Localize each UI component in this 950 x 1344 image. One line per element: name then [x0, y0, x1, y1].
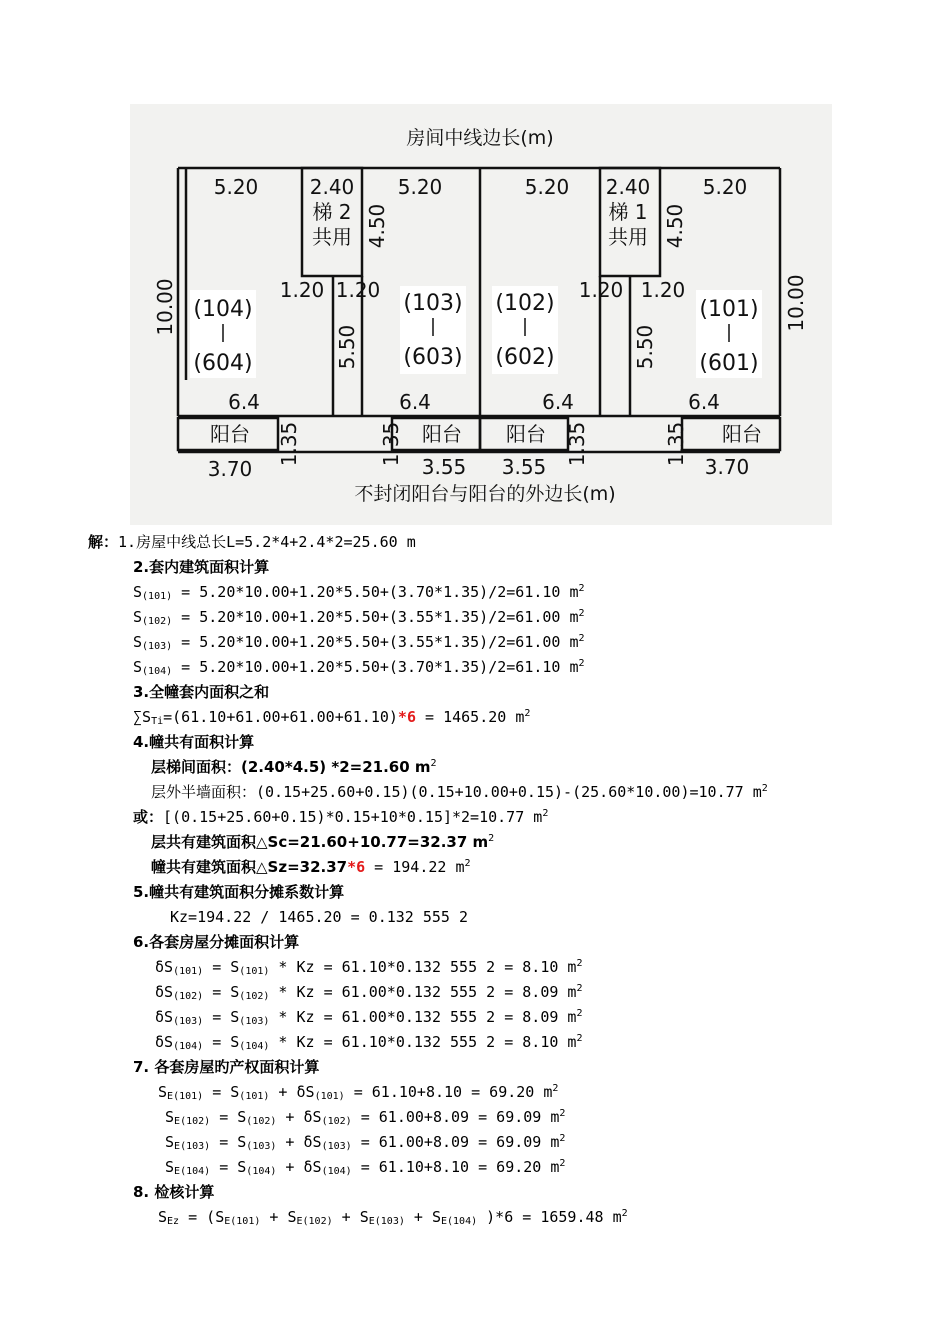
figure-title: 房间中线边长(m): [406, 127, 554, 149]
s4-floor-shared: 层共有建筑面积△Sc=21.60+10.77=32.37 $m^2$: [151, 833, 495, 851]
bottom-width-4: 6.4: [688, 390, 720, 414]
s7-row-104: $S_{E(104)} = S_{(104)} + \delta S_{(104)} = 61.10+8.10 = 69.20$ $m^2$: [165, 1158, 566, 1177]
floor-plan-figure: [130, 104, 832, 525]
s4-wall-area: 层外半墙面积：(0.15+25.60+0.15)(0.15+10.00+0.15)-(25.60*10.00)=10.77 $m^2$: [151, 783, 768, 801]
top-width-4: 5.20: [524, 175, 570, 199]
stair-2-use: 共用: [312, 225, 352, 249]
room-602-label: (602): [495, 345, 555, 370]
s4-stair-area: 层梯间面积：(2.40*4.5) *2=21.60 $m^2$: [151, 758, 437, 776]
step-width-1: 1.20: [279, 278, 325, 302]
room-104-label: (104): [193, 297, 253, 322]
balcony-depth-2: 1.35: [379, 421, 403, 467]
step-depth-1: 5.50: [335, 324, 359, 370]
top-width-2: 2.40: [309, 175, 355, 199]
balcony-label-2: 阳台: [422, 422, 462, 446]
room-103-label: (103): [403, 291, 463, 316]
s4-building-shared: 幢共有建筑面积△Sz=32.37*6 = 194.22 $m^2$: [151, 858, 471, 876]
step-7-title: 7. 各套房屋旳产权面积计算: [133, 1058, 320, 1076]
stair-2-depth: 4.50: [365, 203, 389, 249]
step-5-title: 5.幢共有建筑面积分摊系数计算: [133, 883, 345, 901]
s4-alternative: 或：[(0.15+25.60+0.15)*0.15+10*0.15]*2=10.77 $m^2$: [133, 808, 549, 826]
s7-row-103: $S_{E(103)} = S_{(103)} + \delta S_{(103)} = 61.00+8.09 = 69.09$ $m^2$: [165, 1133, 566, 1152]
step-4-title: 4.幢共有面积计算: [133, 733, 255, 751]
solution-step-1: 解：1.房屋中线总长L=5.2*4+2.4*2=25.60 m: [88, 533, 416, 551]
s6-row-103: $\delta S_{(103)} = S_{(103)} * Kz = 61.00*0.132$ 555 2 = 8.09 $m^2$: [155, 1008, 583, 1027]
bottom-width-3: 6.4: [542, 390, 574, 414]
room-603-label: (603): [403, 345, 463, 370]
s3-sum: $\sum S_{Ti}=(61.10+61.00+61.00+61.10)*6 = 1465.20$ $m^2$: [133, 708, 531, 727]
step-depth-2: 5.50: [633, 324, 657, 370]
s2-row-103: $S_{(103)} = 5.20*10.00+1.20*5.50+(3.55*1.35)/2=61.00$ $m^2$: [133, 633, 585, 652]
room-601-label: (601): [699, 351, 759, 376]
s5-coefficient: Kz=194.22 / 1465.20 = 0.132 555 2: [170, 908, 469, 926]
step-2-title: 2.套内建筑面积计算: [133, 558, 270, 576]
balcony-width-3: 3.55: [501, 455, 547, 479]
s2-row-104: $S_{(104)} = 5.20*10.00+1.20*5.50+(3.70*1.35)/2=61.10$ $m^2$: [133, 658, 585, 677]
step-6-title: 6.各套房屋分摊面积计算: [133, 933, 300, 951]
balcony-label-4: 阳台: [722, 422, 762, 446]
stair-1-depth: 4.50: [663, 203, 687, 249]
step-width-3: 1.20: [578, 278, 624, 302]
step-3-title: 3.全幢套内面积之和: [133, 683, 270, 701]
top-width-1: 5.20: [213, 175, 259, 199]
stair-1-name: 梯 1: [608, 200, 648, 224]
balcony-depth-3: 1.35: [565, 421, 589, 467]
s4-multiplier: *6: [347, 858, 366, 876]
s6-row-104: $\delta S_{(104)} = S_{(104)} * Kz = 61.10*0.132$ 555 2 = 8.10 $m^2$: [155, 1033, 583, 1052]
balcony-depth-1: 1.35: [277, 421, 301, 467]
top-width-3: 5.20: [397, 175, 443, 199]
bottom-width-2: 6.4: [399, 390, 431, 414]
s8-check: $S_{Ez} = (S_{E(101)} + S_{E(102)} + S_{E(103)} + S_{E(104)}$ )*6 = 1659.48 $m^2$: [158, 1208, 628, 1227]
s2-row-101: $S_{(101)} = 5.20*10.00+1.20*5.50+(3.70*1.35)/2=61.10$ $m^2$: [133, 583, 585, 602]
s7-row-101: $S_{E(101)} = S_{(101)} + \delta S_{(101)} = 61.10+8.10 = 69.20$ $m^2$: [158, 1083, 559, 1102]
balcony-width-4: 3.70: [704, 455, 750, 479]
solution-lead: 解：: [88, 533, 119, 551]
s3-multiplier: *6: [397, 708, 416, 726]
stair-1-use: 共用: [608, 225, 648, 249]
room-depth-left: 10.00: [153, 278, 177, 336]
balcony-depth-4: 1.35: [664, 421, 688, 467]
balcony-width-1: 3.70: [207, 457, 253, 481]
top-width-6: 5.20: [702, 175, 748, 199]
balcony-width-2: 3.55: [421, 455, 467, 479]
balcony-label-1: 阳台: [210, 422, 250, 446]
room-604-label: (604): [193, 351, 253, 376]
balcony-label-3: 阳台: [506, 422, 546, 446]
s7-row-102: $S_{E(102)} = S_{(102)} + \delta S_{(102)} = 61.00+8.09 = 69.09$ $m^2$: [165, 1108, 566, 1127]
s2-row-102: $S_{(102)} = 5.20*10.00+1.20*5.50+(3.55*1.35)/2=61.00$ $m^2$: [133, 608, 585, 627]
step-8-title: 8. 检核计算: [133, 1183, 215, 1201]
s6-row-102: $\delta S_{(102)} = S_{(102)} * Kz = 61.00*0.132$ 555 2 = 8.09 $m^2$: [155, 983, 583, 1002]
room-102-label: (102): [495, 291, 555, 316]
room-depth-right: 10.00: [784, 274, 808, 332]
figure-bottom-caption: 不封闭阳台与阳台的外边长(m): [354, 483, 616, 505]
top-width-5: 2.40: [605, 175, 651, 199]
step-width-2: 1.20: [335, 278, 381, 302]
s6-row-101: $\delta S_{(101)} = S_{(101)} * Kz = 61.10*0.132$ 555 2 = 8.10 $m^2$: [155, 958, 583, 977]
step-width-4: 1.20: [640, 278, 686, 302]
stair-2-name: 梯 2: [312, 200, 352, 224]
bottom-width-1: 6.4: [228, 390, 260, 414]
room-101-label: (101): [699, 297, 759, 322]
